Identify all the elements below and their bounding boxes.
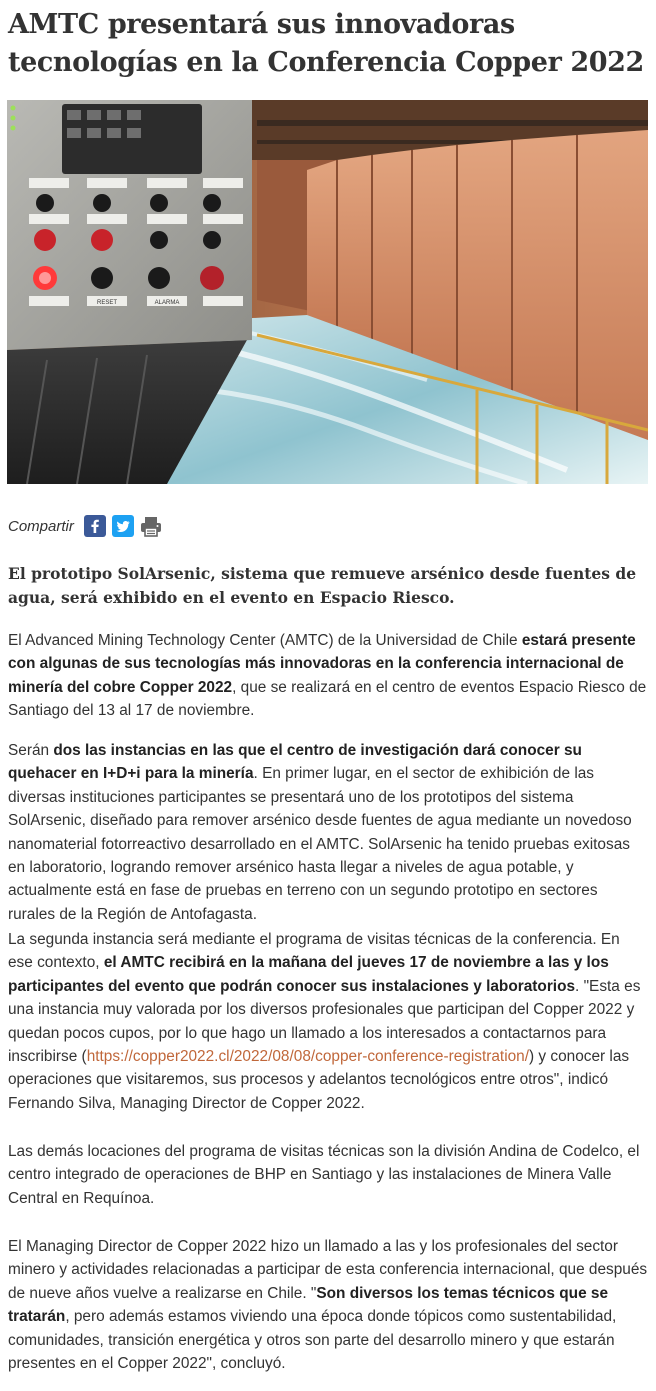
paragraph-3-bold: el AMTC recibirá en la mañana del jueves 17 de noviembre a las y los participantes del evento que podrán conocer sus instalaciones y laboratorios <box>8 954 609 995</box>
twitter-icon[interactable] <box>112 515 134 537</box>
share-label: Compartir <box>8 517 74 535</box>
paragraph-2-bold: dos las instancias en las que el centro de investigación dará conocer su quehacer en I+D+i para la minería <box>8 742 582 783</box>
paragraph-5-text-b: , pero además estamos viviendo una época donde tópicos como sustentabilidad, comunidades, transición energética y otros son parte del desarrollo minero y que estarán presentes en el Copper 2022", concluyó. <box>8 1308 617 1373</box>
paragraph-3-text-b: . "Esta es una instancia muy valorada por los diversos profesionales que participan del Copper 2022 y quedan pocos cupos, por lo que hago un llamado a los interesados a contactarnos para inscribirse ( <box>8 977 641 1066</box>
paragraph-3-text-c: ) y conocer las operaciones que visitaremos, sus procesos y adelantos tecnológicos entre otros", indicó Fernando Silva, Managing Director de Copper 2022. <box>8 1048 630 1112</box>
article-lead: El prototipo SolArsenic, sistema que remueve arsénico desde fuentes de agua, será exhibido en el evento en Espacio Riesco. <box>8 564 637 607</box>
print-icon[interactable] <box>140 515 162 537</box>
paragraph-5-text-a: El Managing Director de Copper 2022 hizo un llamado a las y los profesionales del sector minero y actividades relacionadas a participar de esta conferencia internacional, que después de nueve años vuelve a realizarse en Chile. " <box>8 1238 648 1302</box>
share-bar <box>8 514 162 538</box>
paragraph-5-bold: Son diversos los temas técnicos que se tratarán <box>8 1284 609 1326</box>
paragraph-1-text-b: , que se realizará en el centro de eventos Espacio Riesco de Santiago del 13 al 17 de noviembre. <box>8 678 647 720</box>
paragraph-1 <box>8 629 648 723</box>
paragraph-2 <box>8 739 648 926</box>
hero-image <box>7 100 648 484</box>
paragraph-2-text-b: . En primer lugar, en el sector de exhibición de las diversas instituciones participantes se presentará uno de los prototipos del sistema SolArsenic, diseñado para remover arsénico desde fuentes de agua mediante un novedoso nanomaterial fotorreactivo desarrollado en el AMTC. SolArsenic ha tenido pruebas exitosas en laboratorio, logrando remover arsénico hasta llegar a niveles de agua potable, y actualmente está en fase de pruebas en terreno con un segundo prototipo en sectores rurales de la Región de Antofagasta. <box>8 765 632 923</box>
paragraph-1-bold: estará presente con algunas de sus tecnologías más innovadoras en la conferencia internacional de minería del cobre Copper 2022 <box>8 632 636 696</box>
paragraph-2-text-a: Serán <box>8 742 54 759</box>
paragraph-1-text-a: El Advanced Mining Technology Center (AMTC) de la Universidad de Chile <box>8 632 522 649</box>
registration-link[interactable]: https://copper2022.cl/2022/08/08/copper-conference-registration/ <box>86 1048 530 1066</box>
paragraph-3 <box>8 928 648 1115</box>
facebook-icon[interactable] <box>84 515 106 537</box>
paragraph-3-text-a: La segunda instancia será mediante el programa de visitas técnicas de la conferencia. En ese contexto, <box>8 931 620 972</box>
panel-label-reset: RESET <box>96 300 118 306</box>
paragraph-4: Las demás locaciones del programa de visitas técnicas son la división Andina de Codelco, el centro integrado de operaciones de BHP en Santiago y las instalaciones de Minera Valle Central en Requínoa. <box>8 1143 640 1207</box>
article-title: AMTC presentará sus innovadoras tecnologías en la Conferencia Copper 2022 <box>8 9 644 78</box>
paragraph-5 <box>8 1235 648 1375</box>
panel-label-alarma: ALARMA <box>154 300 180 306</box>
